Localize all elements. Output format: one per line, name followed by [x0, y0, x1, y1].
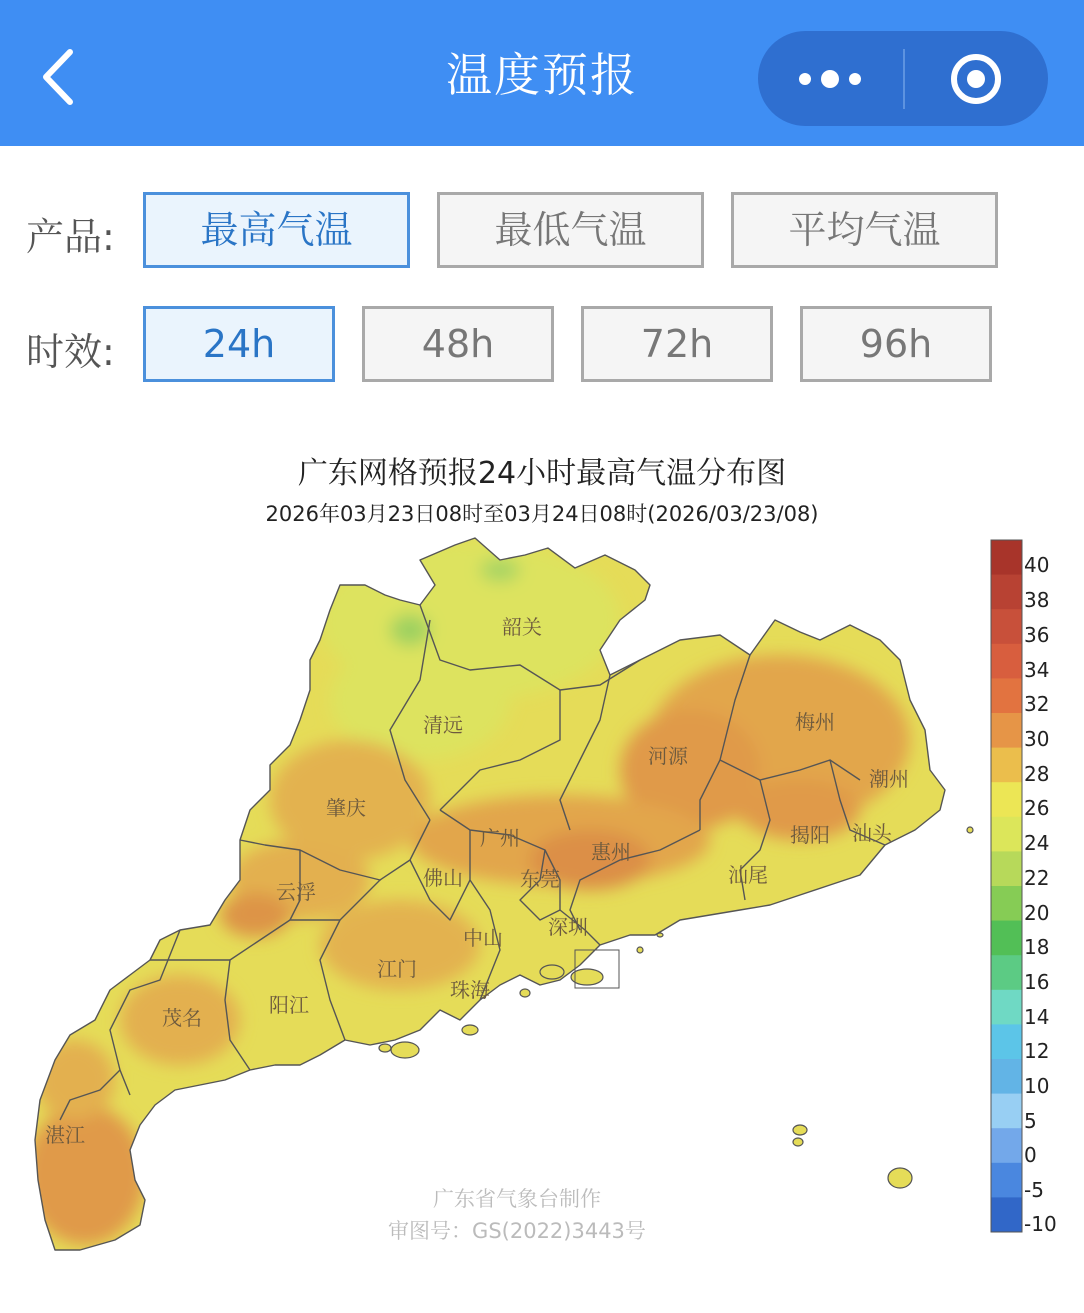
legend-swatch	[991, 851, 1022, 886]
map-svg	[0, 530, 1084, 1290]
legend-label: 24	[1024, 831, 1050, 855]
legend-label: 10	[1024, 1074, 1050, 1098]
legend-swatch	[991, 644, 1022, 679]
option-max-temp[interactable]: 最高气温	[143, 192, 410, 268]
city-label: 揭阳	[790, 823, 830, 847]
legend-swatch	[991, 713, 1022, 748]
legend-swatch	[991, 678, 1022, 713]
legend-label: 34	[1024, 658, 1050, 682]
legend-swatch	[991, 575, 1022, 610]
city-label: 东莞	[520, 867, 560, 891]
map-approval-number: 审图号：GS(2022)3443号	[388, 1219, 646, 1243]
legend-label: 26	[1024, 796, 1050, 820]
option-avg-temp[interactable]: 平均气温	[731, 192, 998, 268]
legend-label: 22	[1024, 866, 1050, 890]
legend-swatch	[991, 748, 1022, 783]
target-circle-icon	[905, 31, 1048, 126]
legend-label: -10	[1024, 1212, 1057, 1236]
legend-swatch	[991, 817, 1022, 852]
city-label: 阳江	[269, 993, 309, 1017]
option-24h[interactable]: 24h	[143, 306, 335, 382]
city-label: 中山	[463, 926, 503, 950]
legend-label: -5	[1024, 1178, 1044, 1202]
legend-label: 36	[1024, 623, 1050, 647]
map-title: 广东网格预报24小时最高气温分布图	[297, 456, 787, 491]
city-label: 深圳	[548, 915, 588, 939]
city-label: 惠州	[591, 840, 631, 864]
city-label: 清远	[423, 713, 463, 737]
option-48h[interactable]: 48h	[362, 306, 554, 382]
map-subtitle: 2026年03月23日08时至03月24日08时(2026/03/23/08)	[265, 502, 819, 526]
legend	[991, 540, 1057, 1236]
legend-swatch	[991, 921, 1022, 956]
legend-swatch	[991, 609, 1022, 644]
city-label: 广州	[480, 826, 520, 850]
legend-label: 12	[1024, 1039, 1050, 1063]
more-dots-icon	[758, 31, 903, 126]
option-72h[interactable]: 72h	[581, 306, 773, 382]
map-credit: 广东省气象台制作	[433, 1187, 601, 1211]
city-label: 汕头	[852, 821, 892, 845]
city-label: 茂名	[162, 1006, 202, 1030]
legend-label: 38	[1024, 588, 1050, 612]
legend-label: 28	[1024, 762, 1050, 786]
legend-label: 16	[1024, 970, 1050, 994]
chevron-left-icon	[34, 42, 90, 112]
legend-label: 30	[1024, 727, 1050, 751]
legend-swatch	[991, 1197, 1022, 1232]
city-label: 珠海	[450, 978, 490, 1002]
temperature-map[interactable]	[0, 530, 1084, 1290]
more-button[interactable]	[758, 31, 903, 126]
legend-swatch	[991, 1163, 1022, 1198]
legend-swatch	[991, 1094, 1022, 1129]
legend-swatch	[991, 1059, 1022, 1094]
legend-swatch	[991, 782, 1022, 817]
legend-label: 32	[1024, 692, 1050, 716]
option-96h[interactable]: 96h	[800, 306, 992, 382]
back-button[interactable]	[34, 42, 90, 112]
legend-label: 18	[1024, 935, 1050, 959]
close-button[interactable]	[905, 31, 1048, 126]
city-label: 云浮	[276, 880, 316, 904]
legend-label: 14	[1024, 1005, 1050, 1029]
city-label: 潮州	[869, 767, 909, 791]
legend-label: 20	[1024, 901, 1050, 925]
city-label: 河源	[648, 744, 688, 768]
city-label: 佛山	[423, 866, 463, 890]
legend-swatch	[991, 955, 1022, 990]
page-title: 温度预报	[446, 48, 638, 102]
option-min-temp[interactable]: 最低气温	[437, 192, 704, 268]
city-label: 梅州	[795, 710, 835, 734]
legend-swatch	[991, 990, 1022, 1025]
legend-swatch	[991, 540, 1022, 575]
capsule-menu	[758, 31, 1048, 126]
legend-label: 40	[1024, 553, 1050, 577]
legend-swatch	[991, 1024, 1022, 1059]
city-label: 湛江	[45, 1123, 85, 1147]
city-label: 江门	[377, 957, 417, 981]
product-label: 产品:	[26, 215, 115, 259]
legend-label: 5	[1024, 1109, 1037, 1133]
city-label: 肇庆	[326, 796, 366, 820]
top-bar	[0, 0, 1084, 146]
city-label: 韶关	[502, 615, 542, 639]
legend-swatch	[991, 886, 1022, 921]
city-label: 汕尾	[728, 863, 768, 887]
legend-label: 0	[1024, 1143, 1037, 1167]
period-label: 时效:	[26, 330, 115, 374]
legend-swatch	[991, 1128, 1022, 1163]
